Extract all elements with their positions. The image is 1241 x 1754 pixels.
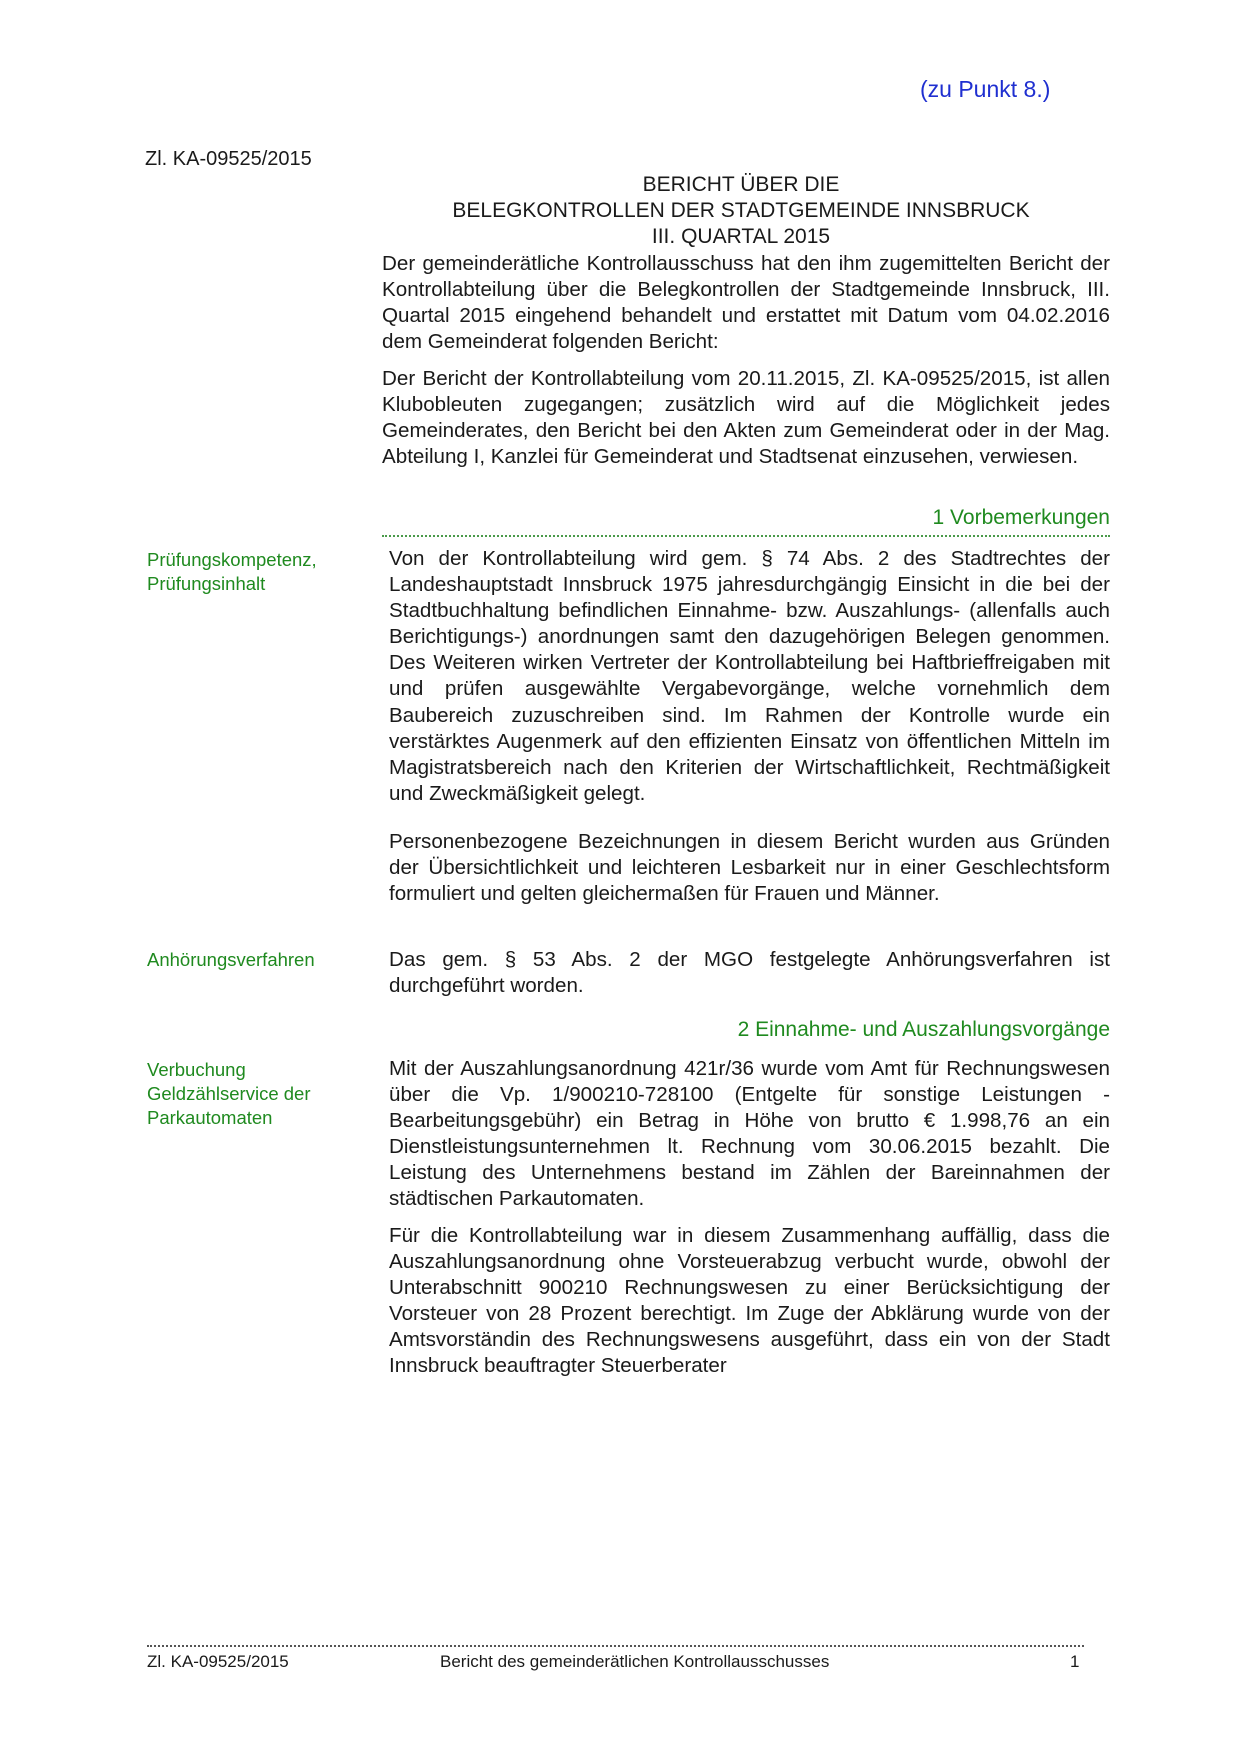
agenda-point-label: (zu Punkt 8.) — [920, 76, 1051, 102]
footer-page-number: 1 — [1070, 1652, 1080, 1671]
margin-note-pruefungskompetenz: Prüfungskompetenz, Prüfungsinhalt — [147, 549, 317, 594]
margin-note-anhoerungsverfahren: Anhörungsverfahren — [147, 949, 315, 970]
section-1-heading: 1 Vorbemerkungen — [932, 506, 1110, 529]
intro-paragraph-1: Der gemeinderätliche Kontrollausschuss hat den ihm zugemittelten Bericht der Kontrollabteilung über die Belegkontrollen der Stadtgemeinde Innsbruck, III. Quartal 2015 eingehend behandelt und erstattet mit Datum vom 04.02.2016 dem Gemeinderat folgenden Bericht: — [382, 252, 1110, 354]
section-1-divider — [382, 535, 1110, 537]
title-line-3: III. QUARTAL 2015 — [651, 225, 831, 248]
section-2-heading: 2 Einnahme- und Auszahlungsvorgänge — [737, 1018, 1110, 1041]
section-1-paragraph-1: Von der Kontrollabteilung wird gem. § 74 Abs. 2 des Stadtrechtes der Landeshauptstadt Innsbruck 1975 jahresdurchgängig Einsicht in die bei der Stadtbuchhaltung befindlichen Einnahme- bzw. Auszahlungs- (allenfalls auch Berichtigungs-) anordnungen samt den dazugehörigen Belegen genommen. Des Weiteren wirken Vertreter der Kontrollabteilung bei Haftbrieffreigaben mit und prüfen ausgewählte Vergabevorgänge, welche vornehmlich dem Baubereich zuzuschreiben sind. Im Rahmen der Kontrolle wurde ein verstärktes Augenmerk auf den effizienten Einsatz von öffentlichen Mitteln im Magistratsbereich nach den Kriterien der Wirtschaftlichkeit, Rechtmäßigkeit und Zweckmäßigkeit gelegt. — [389, 547, 1110, 805]
section-1-paragraph-3: Das gem. § 53 Abs. 2 der MGO festgelegte Anhörungsverfahren ist durchgeführt worden. — [389, 948, 1110, 998]
reference-number: Zl. KA-09525/2015 — [145, 148, 312, 170]
section-2-paragraph-1: Mit der Auszahlungsanordnung 421r/36 wurde vom Amt für Rechnungswesen über die Vp. 1/900210-728100 (Entgelte für sonstige Leistungen - Bearbeitungsgebühr) ein Betrag in Höhe von brutto € 1.998,76 an ein Dienstleistungsunternehmen lt. Rechnung vom 30.06.2015 bezahlt. Die Leistung des Unternehmens bestand im Zählen der Bareinnahmen der städtischen Parkautomaten. — [389, 1057, 1110, 1211]
footer-reference: Zl. KA-09525/2015 — [147, 1652, 289, 1671]
margin-note-verbuchung: Verbuchung Geldzählservice der Parkautomaten — [147, 1059, 311, 1128]
intro-paragraph-2: Der Bericht der Kontrollabteilung vom 20.11.2015, Zl. KA-09525/2015, ist allen Klubobleuten zugegangen; zusätzlich wird auf die Möglichkeit jedes Gemeinderates, den Bericht bei den Akten zum Gemeinderat oder in der Mag. Abteilung I, Kanzlei für Gemeinderat und Stadtsenat einzusehen, verwiesen. — [382, 367, 1110, 469]
section-2-paragraph-2: Für die Kontrollabteilung war in diesem Zusammenhang auffällig, dass die Auszahlungsanordnung ohne Vorsteuerabzug verbucht wurde, obwohl der Unterabschnitt 900210 Rechnungswesen zu einer Berücksichtigung der Vorsteuer von 28 Prozent berechtigt. Im Zuge der Abklärung wurde von der Amtsvorständin des Rechnungswesens ausgeführt, dass ein von der Stadt Innsbruck beauftragter Steuerberater — [389, 1224, 1110, 1378]
section-1-paragraph-2: Personenbezogene Bezeichnungen in diesem Bericht wurden aus Gründen der Übersichtlichkeit und leichteren Lesbarkeit nur in einer Geschlechtsform formuliert und gelten gleichermaßen für Frauen und Männer. — [389, 830, 1110, 906]
footer-title: Bericht des gemeinderätlichen Kontrollausschusses — [440, 1652, 830, 1671]
title-line-1: BERICHT ÜBER DIE — [642, 173, 840, 196]
footer-divider — [147, 1645, 1084, 1647]
report-title — [382, 172, 1100, 250]
title-line-2: BELEGKONTROLLEN DER STADTGEMEINDE INNSBRUCK — [452, 199, 1030, 222]
